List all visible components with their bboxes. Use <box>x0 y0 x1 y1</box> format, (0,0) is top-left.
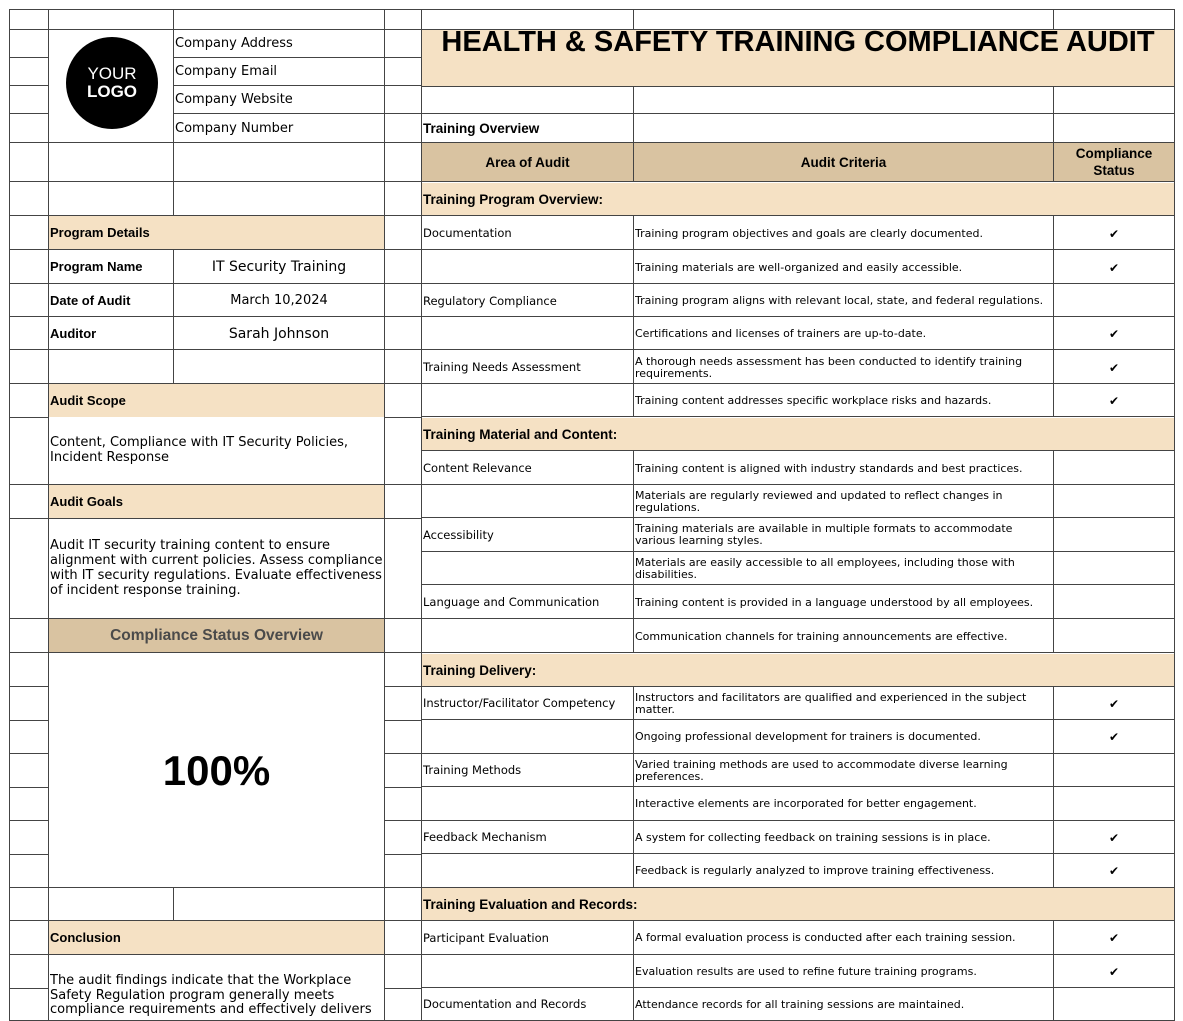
checkmark-icon[interactable]: ✔ <box>1108 931 1120 945</box>
logo-line-2: LOGO <box>86 82 138 101</box>
grid-line <box>384 720 422 721</box>
header-audit-criteria: Audit Criteria <box>634 143 1053 181</box>
grid-line <box>421 416 1175 417</box>
audit-criteria-cell: Training content is provided in a language understood by all employees. <box>635 595 1034 609</box>
grid-line <box>384 753 422 754</box>
audit-criteria-cell: A system for collecting feedback on training sessions is in place. <box>635 830 991 844</box>
area-of-audit-cell <box>423 955 633 988</box>
grid-line <box>421 316 1175 317</box>
grid-line <box>9 9 10 1020</box>
grid-line <box>1053 921 1054 1020</box>
grid-line <box>9 417 49 418</box>
checkmark-icon[interactable]: ✔ <box>1108 864 1120 878</box>
header-area-of-audit: Area of Audit <box>422 143 633 181</box>
grid-line <box>9 988 49 989</box>
area-of-audit-cell <box>423 486 633 518</box>
grid-line <box>421 383 1175 384</box>
section-heading: Training Material and Content: <box>422 418 1174 451</box>
compliance-percent: 100% <box>49 654 384 887</box>
audit-criteria-cell: Instructors and facilitators are qualified and experienced in the subject matter. <box>635 690 1027 716</box>
grid-line <box>384 9 385 1020</box>
grid-line <box>421 551 1175 552</box>
grid-line <box>9 820 49 821</box>
grid-line <box>48 9 49 1020</box>
grid-line <box>173 57 422 58</box>
audit-criteria-cell: Training materials are well-organized and easily accessible. <box>635 260 963 274</box>
checkmark-icon[interactable]: ✔ <box>1108 730 1120 744</box>
grid-line <box>421 86 1175 87</box>
grid-line <box>9 181 422 182</box>
compliance-status-cell[interactable] <box>1054 989 1174 1020</box>
company-email: Company Email <box>175 64 278 79</box>
grid-line <box>1053 86 1054 182</box>
checkmark-icon[interactable]: ✔ <box>1108 394 1120 408</box>
grid-line <box>421 249 1175 250</box>
grid-line <box>421 113 1175 114</box>
grid-line <box>633 921 634 1020</box>
area-of-audit-cell: Accessibility <box>423 527 494 542</box>
audit-goals-heading: Audit Goals <box>49 485 384 518</box>
logo-circle <box>66 37 158 129</box>
logo-line-1: YOUR <box>87 64 137 83</box>
program-name-label: Program Name <box>50 259 143 274</box>
audit-criteria-cell: Training materials are available in multiple formats to accommodate various learning styles. <box>635 522 1013 547</box>
grid-line <box>384 417 422 418</box>
area-of-audit-cell <box>423 788 633 820</box>
company-number: Company Number <box>175 120 294 136</box>
grid-line <box>1053 9 1054 29</box>
area-of-audit-cell <box>423 620 633 653</box>
audit-criteria-cell: Training program aligns with relevant local, state, and federal regulations. <box>635 294 1044 307</box>
grid-line <box>9 720 49 721</box>
compliance-status-cell[interactable] <box>1054 620 1174 653</box>
company-website: Company Website <box>175 92 293 107</box>
grid-line <box>421 987 1175 988</box>
grid-line <box>421 215 1175 216</box>
grid-line <box>421 29 1175 30</box>
grid-line <box>9 652 422 653</box>
grid-line <box>9 85 49 86</box>
compliance-status-cell[interactable] <box>1054 754 1174 787</box>
audit-criteria-cell: Certifications and licenses of trainers are up-to-date. <box>635 327 927 340</box>
section-heading: Training Program Overview: <box>422 183 1174 216</box>
auditor-value: Sarah Johnson <box>228 325 330 342</box>
grid-line <box>421 753 1175 754</box>
training-overview-title: Training Overview <box>423 120 540 136</box>
grid-line <box>421 484 1175 485</box>
grid-line <box>9 283 422 284</box>
grid-line <box>9 854 49 855</box>
grid-line <box>9 142 422 143</box>
grid-line <box>633 86 634 182</box>
audit-date-value: March 10,2024 <box>230 293 328 308</box>
grid-line <box>421 652 1175 653</box>
area-of-audit-cell <box>423 855 633 887</box>
area-of-audit-cell <box>423 251 633 284</box>
grid-line <box>633 451 634 653</box>
audit-criteria-cell: Materials are easily accessible to all employees, including those with disabilities. <box>635 555 1015 581</box>
audit-criteria-cell: Varied training methods are used to accommodate diverse learning preferences. <box>635 757 1008 783</box>
section-heading: Training Evaluation and Records: <box>422 888 1174 921</box>
compliance-status-cell[interactable] <box>1054 586 1174 619</box>
grid-line <box>421 349 1175 350</box>
grid-line <box>384 686 422 687</box>
conclusion-heading: Conclusion <box>49 921 384 954</box>
grid-line <box>421 9 422 1020</box>
grid-line <box>421 820 1175 821</box>
audit-scope-heading: Audit Scope <box>49 384 384 417</box>
audit-criteria-cell: Evaluation results are used to refine future training programs. <box>635 964 977 978</box>
compliance-status-cell[interactable] <box>1054 285 1174 317</box>
grid-line <box>1053 451 1054 653</box>
compliance-status-cell[interactable] <box>1054 452 1174 485</box>
grid-line <box>421 450 1175 451</box>
grid-line <box>384 854 422 855</box>
checkmark-icon[interactable]: ✔ <box>1108 260 1120 275</box>
area-of-audit-cell <box>423 552 633 585</box>
grid-line <box>9 484 422 485</box>
audit-criteria-cell: Training content addresses specific workplace risks and hazards. <box>635 394 992 407</box>
checkmark-icon[interactable]: ✔ <box>1108 696 1120 711</box>
program-details-heading: Program Details <box>49 216 384 249</box>
audit-criteria-cell: Communication channels for training announcements are effective. <box>635 629 1008 643</box>
page-title: HEALTH & SAFETY TRAINING COMPLIANCE AUDIT <box>441 30 1155 58</box>
company-address: Company Address <box>175 36 293 51</box>
grid-line <box>384 787 422 788</box>
grid-line <box>9 57 49 58</box>
grid-line <box>9 249 422 250</box>
area-of-audit-cell: Language and Communication <box>423 595 600 609</box>
area-of-audit-cell: Instructor/Facilitator Competency <box>423 696 616 710</box>
audit-criteria-cell: Materials are regularly reviewed and updated to reflect changes in regulations. <box>635 489 1003 514</box>
compliance-status-cell[interactable] <box>1054 788 1174 820</box>
compliance-status-cell[interactable] <box>1054 552 1174 585</box>
area-of-audit-cell: Documentation <box>423 226 512 240</box>
grid-line <box>9 29 422 30</box>
grid-line <box>421 618 1175 619</box>
compliance-overview-heading: Compliance Status Overview <box>49 619 384 653</box>
area-of-audit-cell: Feedback Mechanism <box>423 830 547 844</box>
checkmark-icon[interactable]: ✔ <box>1108 226 1120 241</box>
area-of-audit-cell: Regulatory Compliance <box>423 293 557 308</box>
checkmark-icon[interactable]: ✔ <box>1108 327 1120 341</box>
grid-line <box>421 517 1175 518</box>
grid-line <box>9 954 422 955</box>
grid-line <box>384 820 422 821</box>
grid-line <box>9 215 422 216</box>
grid-line <box>421 181 1175 182</box>
audit-criteria-cell: A thorough needs assessment has been conducted to identify training requirements. <box>635 354 1023 380</box>
grid-line <box>9 618 422 619</box>
area-of-audit-cell <box>423 318 633 350</box>
grid-line <box>9 113 49 114</box>
grid-line <box>1174 9 1175 1020</box>
grid-line <box>9 920 422 921</box>
grid-line <box>9 887 422 888</box>
auditor-label: Auditor <box>50 326 97 341</box>
audit-criteria-cell: Training content is aligned with industry standards and best practices. <box>635 461 1023 475</box>
grid-line <box>9 383 422 384</box>
checkmark-icon[interactable]: ✔ <box>1108 830 1120 845</box>
audit-criteria-cell: Ongoing professional development for trainers is documented. <box>635 730 981 743</box>
grid-line <box>173 113 422 114</box>
grid-line <box>421 686 1175 687</box>
audit-scope-text: Content, Compliance with IT Security Policies, Incident Response <box>50 435 348 465</box>
audit-criteria-cell: A formal evaluation process is conducted after each training session. <box>635 931 1016 944</box>
header-compliance-status: Compliance Status <box>1054 143 1174 181</box>
program-name-value: IT Security Training <box>211 258 347 275</box>
audit-date-label: Date of Audit <box>50 293 131 308</box>
audit-goals-text: Audit IT security training content to ensure alignment with current policies. Assess compliance with IT security regulations. Evaluate effectiveness of incident response training. <box>50 538 383 598</box>
grid-line <box>9 787 49 788</box>
audit-criteria-cell: Feedback is regularly analyzed to improve training effectiveness. <box>635 864 995 877</box>
area-of-audit-cell: Content Relevance <box>423 461 532 475</box>
area-of-audit-cell <box>423 721 633 753</box>
grid-line <box>421 283 1175 284</box>
grid-line <box>9 686 49 687</box>
grid-line <box>9 9 422 10</box>
area-of-audit-cell: Training Methods <box>423 763 522 777</box>
grid-line <box>173 9 174 29</box>
area-of-audit-cell <box>423 385 633 417</box>
grid-line <box>173 887 174 921</box>
grid-line <box>9 316 422 317</box>
grid-line <box>421 719 1175 720</box>
audit-criteria-cell: Interactive elements are incorporated for better engagement. <box>635 797 977 810</box>
audit-criteria-cell: Training program objectives and goals are clearly documented. <box>635 226 983 240</box>
grid-line <box>421 887 1175 888</box>
area-of-audit-cell: Participant Evaluation <box>423 930 549 945</box>
grid-line <box>421 9 1175 10</box>
grid-line <box>173 85 422 86</box>
grid-line <box>173 250 174 384</box>
title-banner <box>422 30 1174 86</box>
audit-criteria-cell: Attendance records for all training sessions are maintained. <box>635 997 965 1011</box>
grid-line <box>9 518 422 519</box>
conclusion-text: The audit findings indicate that the Workplace Safety Regulation program generally meets compliance requirements and effectively delivers <box>50 974 372 1017</box>
grid-line <box>9 349 422 350</box>
grid-line <box>9 753 49 754</box>
grid-line <box>384 988 422 989</box>
compliance-status-cell[interactable] <box>1054 486 1174 518</box>
section-heading: Training Delivery: <box>422 654 1174 686</box>
grid-line <box>421 584 1175 585</box>
area-of-audit-cell: Documentation and Records <box>423 997 587 1011</box>
compliance-status-cell[interactable] <box>1054 519 1174 551</box>
area-of-audit-cell: Training Needs Assessment <box>423 360 581 374</box>
checkmark-icon[interactable]: ✔ <box>1108 360 1120 375</box>
checkmark-icon[interactable]: ✔ <box>1108 964 1120 979</box>
grid-line <box>421 853 1175 854</box>
grid-line <box>633 9 634 29</box>
grid-line <box>421 142 1175 143</box>
grid-line <box>421 920 1175 921</box>
grid-line <box>421 954 1175 955</box>
grid-line <box>421 786 1175 787</box>
